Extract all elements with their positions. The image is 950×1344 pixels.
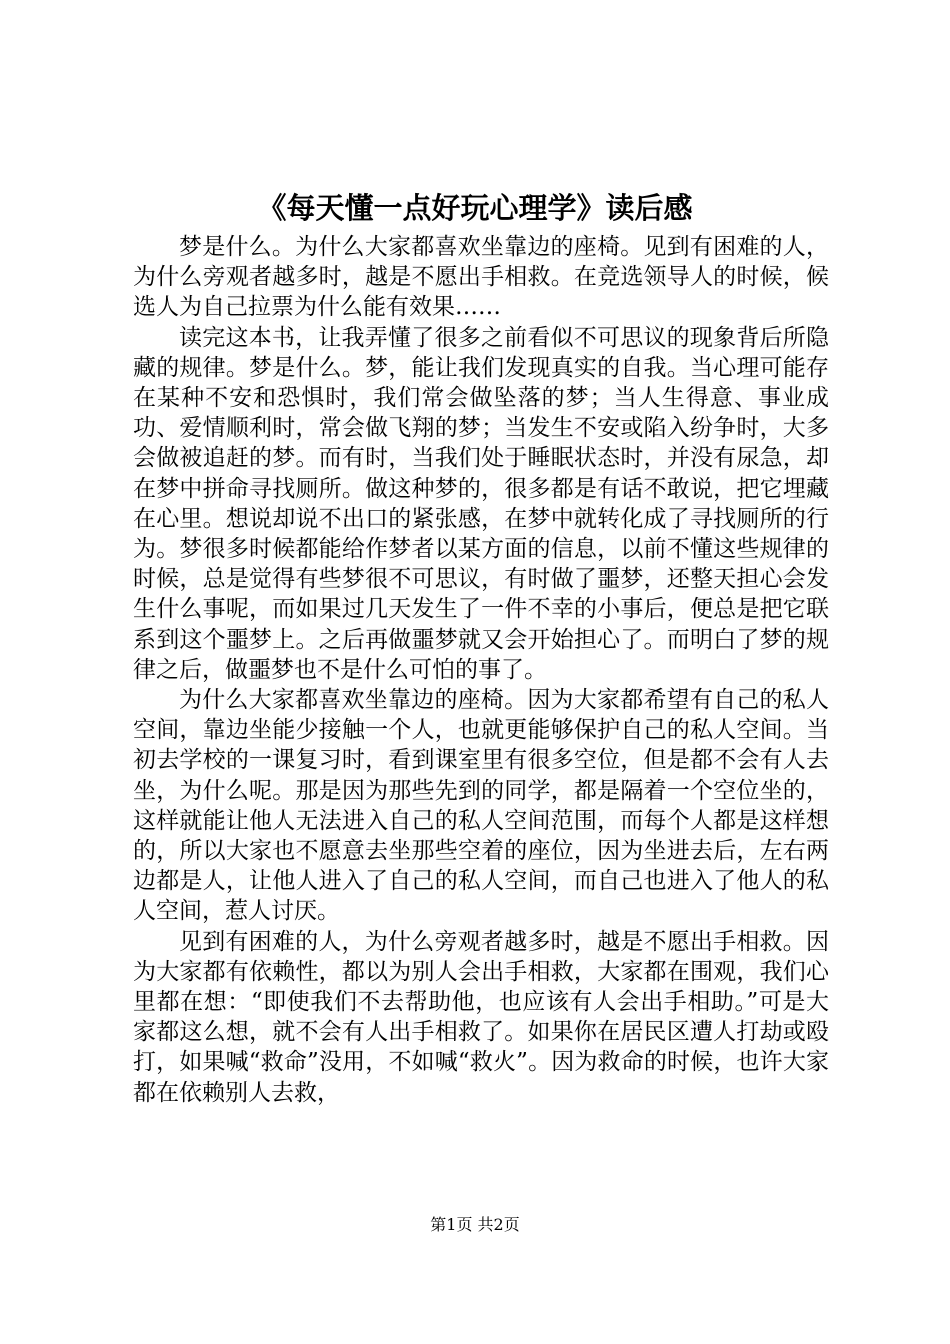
- document-title: 《每天懂一点好玩心理学》读后感: [257, 191, 693, 225]
- paragraph-intro: 梦是什么。为什么大家都喜欢坐靠边的座椅。见到有困难的人，为什么旁观者越多时，越是不愿出手相救。在竞选领导人的时候，候选人为自己拉票为什么能有效果……: [133, 234, 829, 321]
- page-number-footer: 第1页 共2页: [430, 1215, 520, 1234]
- paragraph-bystander: 见到有困难的人，为什么旁观者越多时，越是不愿出手相救。因为大家都有依赖性，都以为别人会出手相救，大家都在围观，我们心里都在想：“即使我们不去帮助他，也应该有人会出手相助。”可是大家都这么想，就不会有人出手相救了。如果你在居民区遭人打劫或殴打，如果喊“救命”没用，不如喊“救火”。因为救命的时候，也许大家都在依赖别人去救，: [133, 928, 829, 1106]
- paragraph-dreams: 读完这本书，让我弄懂了很多之前看似不可思议的现象背后所隐藏的规律。梦是什么。梦，能让我们发现真实的自我。当心理可能存在某种不安和恐惧时，我们常会做坠落的梦；当人生得意、事业成功、爱情顺利时，常会做飞翔的梦；当发生不安或陷入纷争时，大多会做被追赶的梦。而有时，当我们处于睡眠状态时，并没有尿急，却在梦中拼命寻找厕所。做这种梦的，很多都是有话不敢说，把它埋藏在心里。想说却说不出口的紧张感，在梦中就转化成了寻找厕所的行为。梦很多时候都能给作梦者以某方面的信息，以前不懂这些规律的时候，总是觉得有些梦很不可思议，有时做了噩梦，还整天担心会发生什么事呢，而如果过几天发生了一件不幸的小事后，便总是把它联系到这个噩梦上。之后再做噩梦就又会开始担心了。而明白了梦的规律之后，做噩梦也不是什么可怕的事了。: [133, 324, 829, 683]
- document-body: [133, 232, 829, 1108]
- paragraph-seats: 为什么大家都喜欢坐靠边的座椅。因为大家都希望有自己的私人空间，靠边坐能少接触一个人，也就更能够保护自己的私人空间。当初去学校的一课复习时，看到课室里有很多空位，但是都不会有人去坐，为什么呢。那是因为那些先到的同学，都是隔着一个空位坐的，这样就能让他人无法进入自己的私人空间范围，而每个人都是这样想的，所以大家也不愿意去坐那些空着的座位，因为坐进去后，左右两边都是人，让他人进入了自己的私人空间，而自己也进入了他人的私人空间，惹人讨厌。: [133, 687, 829, 925]
